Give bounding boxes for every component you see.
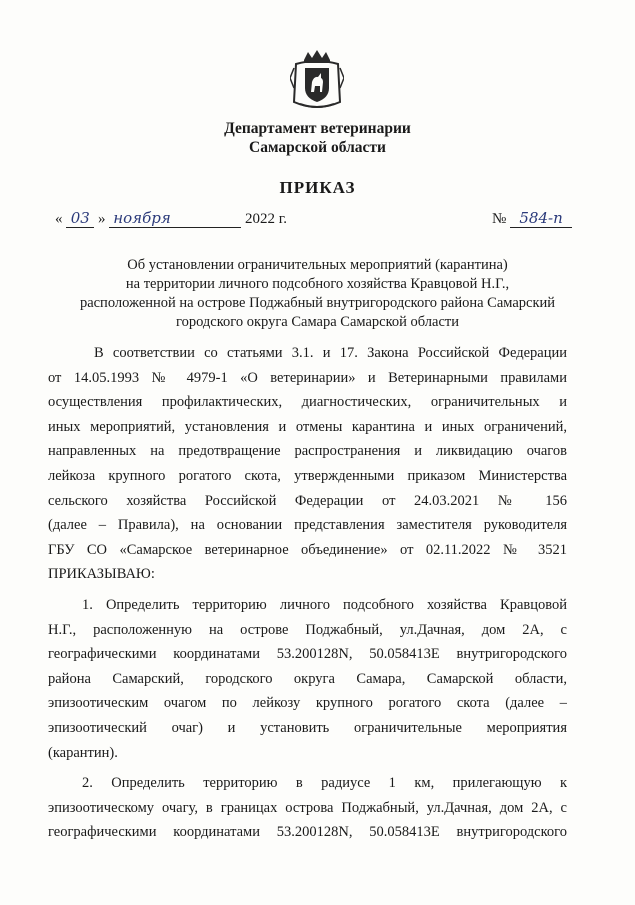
item2-line: эпизоотическому очагу, в границах острова Поджабный, ул.Дачная, дом 2А, с bbox=[48, 799, 567, 816]
subject-line: Об установлении ограничительных мероприятий (карантина) bbox=[127, 257, 508, 273]
item2-line: 2. Определить территорию в радиусе 1 км, прилегающую к bbox=[82, 775, 567, 792]
preamble-line: ГБУ СО «Самарское ветеринарное объединение» от 02.11.2022 № 3521 bbox=[48, 541, 567, 558]
order-subject bbox=[40, 256, 595, 332]
order-body bbox=[48, 341, 567, 845]
number-value: 584-п bbox=[510, 210, 572, 228]
subject-line: на территории личного подсобного хозяйства Кравцовой Н.Г., bbox=[125, 276, 510, 292]
date-open-quote: « bbox=[55, 211, 63, 227]
date-day: 03 bbox=[66, 210, 94, 228]
preamble-line: иных мероприятий, установления и отмены карантина и иных ограничений, bbox=[48, 418, 567, 435]
order-title: ПРИКАЗ bbox=[279, 178, 356, 197]
preamble-line: ПРИКАЗЫВАЮ: bbox=[48, 566, 155, 583]
item1-line: географическими координатами 53.200128N, 50.058413E внутригородского bbox=[48, 646, 567, 663]
department-name-line2: Самарской области bbox=[249, 139, 386, 156]
item1-line: эпизоотическим очагом по лейкозу крупного рогатого скота (далее – bbox=[48, 695, 567, 712]
item1-line: района Самарский, городского округа Самара, Самарской области, bbox=[48, 670, 567, 687]
item1-line: (карантин). bbox=[48, 744, 118, 761]
date-close-quote: » bbox=[98, 211, 106, 227]
subject-line: городского округа Самара Самарской области bbox=[175, 314, 459, 330]
preamble-line: (далее – Правила), на основании представления заместителя руководителя bbox=[48, 517, 567, 534]
department-name-line1: Департамент ветеринарии bbox=[224, 120, 411, 137]
subject-line: расположенной на острове Поджабный внутригородского района Самарский bbox=[79, 295, 556, 311]
date-month: ноября bbox=[109, 210, 241, 228]
order-number bbox=[492, 210, 572, 228]
preamble-line: лейкоза крупного рогатого скота, утвержденными приказом Министерства bbox=[48, 467, 567, 484]
preamble-line: от 14.05.1993 № 4979-1 «О ветеринарии» и Ветеринарными правилами bbox=[48, 369, 567, 386]
item1-line: эпизоотический очаг) и установить ограничительные мероприятия bbox=[48, 719, 567, 736]
preamble-line: направленных на предотвращение распространения и ликвидацию очагов bbox=[48, 443, 567, 460]
date-year: 2022 г. bbox=[245, 211, 287, 227]
number-label: № bbox=[492, 211, 507, 227]
item1-line: Н.Г., расположенную на острове Поджабный, ул.Дачная, дом 2А, с bbox=[48, 621, 567, 638]
item2-line: географическими координатами 53.200128N, 50.058413E внутригородского bbox=[48, 824, 567, 841]
preamble-line: осуществления профилактических, диагностических, ограничительных и bbox=[48, 394, 567, 411]
preamble-line: сельского хозяйства Российской Федерации от 24.03.2021 № 156 bbox=[48, 492, 567, 509]
item1-line: 1. Определить территорию личного подсобного хозяйства Кравцовой bbox=[82, 596, 567, 613]
samara-coat-of-arms-icon bbox=[290, 48, 344, 114]
order-date bbox=[55, 210, 287, 228]
preamble-line: В соответствии со статьями 3.1. и 17. Закона Российской Федерации bbox=[94, 345, 567, 361]
